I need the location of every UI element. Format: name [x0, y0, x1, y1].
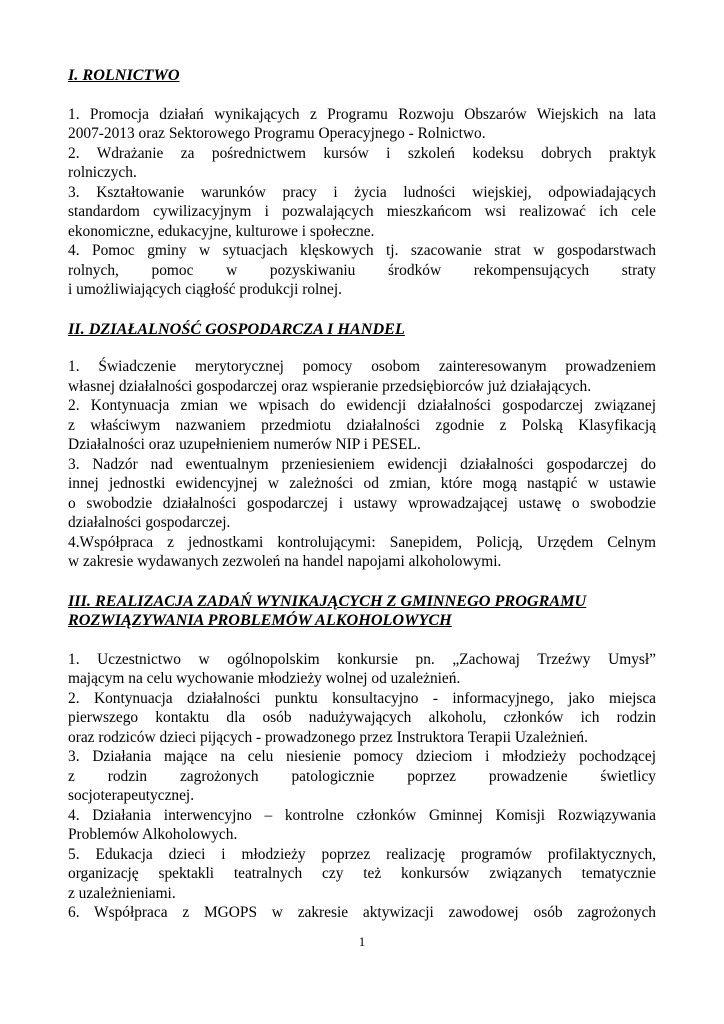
list-item [68, 396, 656, 455]
text-line: z właściwym nazwaniem przedmiotu działalności zgodnie z Polską Klasyfikacją [68, 416, 656, 434]
text-line: o swobodzie działalności gospodarczej i ustawy wprowadzającej ustawę o swobodzie [68, 494, 656, 512]
text-line: 2. Kontynuacja zmian we wpisach do ewidencji działalności gospodarczej związanej [68, 397, 656, 415]
list-item [68, 903, 656, 923]
text-line: 1. Uczestnictwo w ogólnopolskim konkursie pn. „Zachowaj Trzeźwy Umysł” [68, 650, 656, 668]
text-line: działalności gospodarczej. [68, 514, 231, 532]
list-item [68, 650, 656, 689]
text-line: 3. Nadzór nad ewentualnym przeniesieniem ewidencji działalności gospodarczej do [68, 455, 656, 473]
list-item [68, 183, 656, 242]
text-line: organizację spektakli teatralnych czy też konkursów związanych tematycznie [68, 865, 656, 883]
text-line: 4.Współpraca z jednostkami kontrolującymi: Sanepidem, Policją, Urzędem Celnym [68, 533, 656, 551]
text-line: ekonomiczne, edukacyjne, kulturowe i społeczne. [68, 222, 375, 240]
page-number: 1 [358, 934, 366, 949]
list-item [68, 845, 656, 904]
text-line: standardom cywilizacyjnym i pozwalających mieszkańcom wsi realizować ich cele [68, 203, 656, 221]
text-line: 3. Działania mające na celu niesienie pomocy dzieciom i młodzieży pochodzącej [68, 748, 656, 766]
list-item [68, 241, 656, 300]
section-heading-dzialalnosc [68, 320, 656, 340]
text-line: Działalności oraz uzupełnieniem numerów NIP i PESEL. [68, 436, 421, 454]
text-line: 2007-2013 oraz Sektorowego Programu Operacyjnego - Rolnictwo. [68, 125, 486, 143]
list-item [68, 105, 656, 144]
text-line: i umożliwiających ciągłość produkcji rolnej. [68, 281, 342, 299]
text-line: mającym na celu wychowanie młodzieży wolnej od uzależnień. [68, 670, 461, 688]
list-item [68, 806, 656, 845]
text-line: innej jednostki ewidencyjnej w zależności od zmian, które mogą nastąpić w ustawie [68, 475, 656, 493]
section-heading-realizacja [68, 592, 656, 631]
section-heading-line: II. DZIAŁALNOŚĆ GOSPODARCZA I HANDEL [68, 319, 405, 338]
text-line: 2. Wdrażanie za pośrednictwem kursów i szkoleń kodeksu dobrych praktyk [68, 144, 656, 162]
text-line: z rodzin zagrożonych patologicznie poprzez prowadzenie świetlicy [68, 767, 656, 785]
text-line: oraz rodziców dzieci pijących - prowadzonego przez Instruktora Terapii Uzależnień. [68, 728, 588, 746]
text-line: rolnych, pomoc w pozyskiwaniu środków rekompensujących straty [68, 261, 656, 279]
text-line: 2. Kontynuacja działalności punktu konsultacyjno - informacyjnego, jako miejsca [68, 689, 656, 707]
section-heading-line: I. ROLNICTWO [68, 66, 180, 84]
text-line: w zakresie wydawanych zezwoleń na handel napojami alkoholowymi. [68, 553, 502, 571]
document-content [68, 66, 656, 923]
section-heading-line: III. REALIZACJA ZADAŃ WYNIKAJĄCYCH Z GMINNEGO PROGRAMU [68, 591, 587, 610]
list-item [68, 533, 656, 572]
text-line: rolniczych. [68, 164, 137, 182]
list-item [68, 455, 656, 533]
text-line: 1. Promocja działań wynikających z Programu Rozwoju Obszarów Wiejskich na lata [68, 105, 656, 123]
text-line: 5. Edukacja dzieci i młodzieży poprzez realizację programów profilaktycznych, [68, 845, 656, 863]
list-item [68, 689, 656, 748]
text-line: własnej działalności gospodarczej oraz wspieranie przedsiębiorców już działających. [68, 377, 592, 395]
text-line: 1. Świadczenie merytorycznej pomocy osobom zainteresowanym prowadzeniem [68, 358, 656, 376]
list-item [68, 357, 656, 396]
section-heading-rolnictwo [68, 66, 656, 86]
text-line: 3. Kształtowanie warunków pracy i życia ludności wiejskiej, odpowiadających [68, 183, 656, 201]
text-line: pierwszego kontaktu dla osób nadużywających alkoholu, członków ich rodzin [68, 709, 656, 727]
list-item [68, 747, 656, 806]
text-line: 4. Pomoc gminy w sytuacjach klęskowych tj. szacowanie strat w gospodarstwach [68, 242, 656, 260]
text-line: socjoterapeutycznej. [68, 787, 195, 805]
list-item [68, 144, 656, 183]
text-line: Problemów Alkoholowych. [68, 826, 238, 844]
text-line: z uzależnieniami. [68, 884, 176, 902]
text-line: 6. Współpraca z MGOPS w zakresie aktywizacji zawodowej osób zagrożonych [68, 904, 656, 922]
section-heading-line: ROZWIĄZYWANIA PROBLEMÓW ALKOHOLOWYCH [68, 611, 452, 630]
text-line: 4. Działania interwencyjno – kontrolne członków Gminnej Komisji Rozwiązywania [68, 806, 656, 824]
